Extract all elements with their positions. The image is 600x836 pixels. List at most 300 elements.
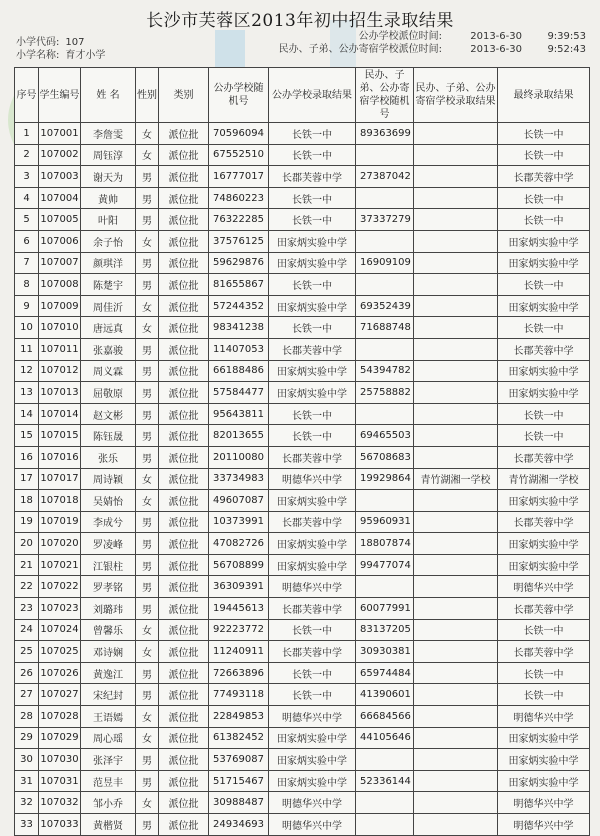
table-row — [15, 598, 590, 620]
student-name: 刘璐玮 — [81, 598, 136, 620]
private-result — [414, 770, 498, 792]
public-random-number: 19445613 — [209, 598, 269, 620]
category: 派位批 — [159, 706, 209, 728]
final-result: 明德华兴中学 — [498, 792, 590, 814]
category: 派位批 — [159, 598, 209, 620]
private-result — [414, 749, 498, 771]
row-number: 5 — [15, 209, 39, 231]
private-result — [414, 317, 498, 339]
table-row — [15, 727, 590, 749]
public-random-number: 74860223 — [209, 187, 269, 209]
table-row — [15, 425, 590, 447]
student-name: 邓诗娴 — [81, 641, 136, 663]
private-result — [414, 403, 498, 425]
table-row — [15, 446, 590, 468]
private-random-number: 71688748 — [356, 317, 414, 339]
final-result: 长郡芙蓉中学 — [498, 338, 590, 360]
private-random-number — [356, 403, 414, 425]
final-result: 长铁一中 — [498, 144, 590, 166]
private-random-number: 56708683 — [356, 446, 414, 468]
final-result: 青竹湖湘一学校 — [498, 468, 590, 490]
category: 派位批 — [159, 619, 209, 641]
student-id: 107032 — [39, 792, 81, 814]
student-id: 107028 — [39, 706, 81, 728]
public-random-number: 66188486 — [209, 360, 269, 382]
private-result — [414, 425, 498, 447]
student-id: 107009 — [39, 295, 81, 317]
public-random-number: 22849853 — [209, 706, 269, 728]
column-header: 公办学校录取结果 — [269, 68, 356, 123]
table-row — [15, 403, 590, 425]
final-result: 田家炳实验中学 — [498, 382, 590, 404]
private-result — [414, 187, 498, 209]
student-name: 陈钰晟 — [81, 425, 136, 447]
table-row — [15, 166, 590, 188]
gender: 男 — [136, 511, 159, 533]
student-id: 107025 — [39, 641, 81, 663]
public-random-number: 56708899 — [209, 554, 269, 576]
row-number: 24 — [15, 619, 39, 641]
public-result: 田家炳实验中学 — [269, 490, 356, 512]
student-id: 107029 — [39, 727, 81, 749]
public-random-number: 98341238 — [209, 317, 269, 339]
category: 派位批 — [159, 123, 209, 145]
final-result: 田家炳实验中学 — [498, 770, 590, 792]
column-header: 性别 — [136, 68, 159, 123]
category: 派位批 — [159, 274, 209, 296]
gender: 女 — [136, 295, 159, 317]
public-random-number: 76322285 — [209, 209, 269, 231]
student-id: 107024 — [39, 619, 81, 641]
public-random-number: 57584477 — [209, 382, 269, 404]
gender: 男 — [136, 814, 159, 836]
student-name: 江银柱 — [81, 554, 136, 576]
category: 派位批 — [159, 468, 209, 490]
private-result — [414, 576, 498, 598]
table-row — [15, 468, 590, 490]
student-name: 黄帅 — [81, 187, 136, 209]
table-row — [15, 382, 590, 404]
private-random-number: 25758882 — [356, 382, 414, 404]
private-random-number: 41390601 — [356, 684, 414, 706]
private-random-number — [356, 338, 414, 360]
gender: 男 — [136, 403, 159, 425]
private-result — [414, 490, 498, 512]
private-result — [414, 252, 498, 274]
private-random-number — [356, 230, 414, 252]
student-name: 屈敬原 — [81, 382, 136, 404]
public-random-number: 37576125 — [209, 230, 269, 252]
final-result: 长铁一中 — [498, 662, 590, 684]
public-result: 长郡芙蓉中学 — [269, 338, 356, 360]
row-number: 7 — [15, 252, 39, 274]
row-number: 32 — [15, 792, 39, 814]
category: 派位批 — [159, 187, 209, 209]
column-header: 姓 名 — [81, 68, 136, 123]
final-result: 长郡芙蓉中学 — [498, 446, 590, 468]
student-id: 107013 — [39, 382, 81, 404]
student-id: 107011 — [39, 338, 81, 360]
category: 派位批 — [159, 295, 209, 317]
row-number: 14 — [15, 403, 39, 425]
private-random-number: 18807874 — [356, 533, 414, 555]
private-result — [414, 166, 498, 188]
row-number: 19 — [15, 511, 39, 533]
student-name: 周钰淳 — [81, 144, 136, 166]
final-result: 田家炳实验中学 — [498, 749, 590, 771]
gender: 女 — [136, 144, 159, 166]
public-result: 长铁一中 — [269, 684, 356, 706]
public-random-number: 57244352 — [209, 295, 269, 317]
private-random-number: 37337279 — [356, 209, 414, 231]
student-name: 曾馨乐 — [81, 619, 136, 641]
private-result — [414, 684, 498, 706]
public-result: 长铁一中 — [269, 274, 356, 296]
private-random-number — [356, 814, 414, 836]
row-number: 22 — [15, 576, 39, 598]
student-name: 张泽宇 — [81, 749, 136, 771]
private-result — [414, 598, 498, 620]
private-result — [414, 295, 498, 317]
student-id: 107023 — [39, 598, 81, 620]
student-name: 黄逸江 — [81, 662, 136, 684]
public-result: 长郡芙蓉中学 — [269, 641, 356, 663]
gender: 男 — [136, 598, 159, 620]
final-result: 田家炳实验中学 — [498, 490, 590, 512]
public-result: 田家炳实验中学 — [269, 770, 356, 792]
student-id: 107007 — [39, 252, 81, 274]
student-name: 陈楚宇 — [81, 274, 136, 296]
category: 派位批 — [159, 144, 209, 166]
student-name: 邹小乔 — [81, 792, 136, 814]
final-result: 长郡芙蓉中学 — [498, 641, 590, 663]
column-header: 序号 — [15, 68, 39, 123]
gender: 女 — [136, 727, 159, 749]
admission-table — [14, 67, 590, 836]
public-random-number: 82013655 — [209, 425, 269, 447]
private-time-label: 民办、子弟、公办寄宿学校派位时间: — [278, 44, 442, 55]
public-result: 田家炳实验中学 — [269, 727, 356, 749]
private-result — [414, 338, 498, 360]
private-result — [414, 274, 498, 296]
category: 派位批 — [159, 209, 209, 231]
category: 派位批 — [159, 770, 209, 792]
table-row — [15, 317, 590, 339]
allocation-times — [279, 30, 586, 56]
table-row — [15, 770, 590, 792]
category: 派位批 — [159, 166, 209, 188]
public-random-number: 47082726 — [209, 533, 269, 555]
private-random-number — [356, 187, 414, 209]
public-random-number: 51715467 — [209, 770, 269, 792]
student-name: 李成兮 — [81, 511, 136, 533]
student-id: 107021 — [39, 554, 81, 576]
student-id: 107027 — [39, 684, 81, 706]
public-random-number: 16777017 — [209, 166, 269, 188]
category: 派位批 — [159, 338, 209, 360]
row-number: 29 — [15, 727, 39, 749]
row-number: 8 — [15, 274, 39, 296]
private-result — [414, 123, 498, 145]
public-result: 田家炳实验中学 — [269, 533, 356, 555]
public-result: 田家炳实验中学 — [269, 382, 356, 404]
final-result: 长铁一中 — [498, 123, 590, 145]
public-random-number: 24934693 — [209, 814, 269, 836]
public-random-number: 81655867 — [209, 274, 269, 296]
private-result — [414, 706, 498, 728]
category: 派位批 — [159, 576, 209, 598]
row-number: 2 — [15, 144, 39, 166]
final-result: 长郡芙蓉中学 — [498, 598, 590, 620]
student-id: 107006 — [39, 230, 81, 252]
row-number: 25 — [15, 641, 39, 663]
category: 派位批 — [159, 749, 209, 771]
school-info — [16, 36, 105, 62]
public-result: 明德华兴中学 — [269, 814, 356, 836]
public-time: 9:39:53 — [547, 31, 586, 42]
row-number: 30 — [15, 749, 39, 771]
private-random-number — [356, 144, 414, 166]
public-result: 长铁一中 — [269, 662, 356, 684]
public-time-label: 公办学校派位时间: — [358, 31, 442, 42]
public-random-number: 30988487 — [209, 792, 269, 814]
private-result — [414, 382, 498, 404]
category: 派位批 — [159, 317, 209, 339]
table-row — [15, 792, 590, 814]
gender: 男 — [136, 166, 159, 188]
column-header: 最终录取结果 — [498, 68, 590, 123]
student-name: 黄楷贤 — [81, 814, 136, 836]
gender: 女 — [136, 468, 159, 490]
table-row — [15, 187, 590, 209]
public-result: 长铁一中 — [269, 425, 356, 447]
row-number: 1 — [15, 123, 39, 145]
gender: 男 — [136, 209, 159, 231]
student-name: 罗凌峰 — [81, 533, 136, 555]
student-name: 周佳沂 — [81, 295, 136, 317]
final-result: 田家炳实验中学 — [498, 727, 590, 749]
private-random-number: 44105646 — [356, 727, 414, 749]
category: 派位批 — [159, 814, 209, 836]
row-number: 26 — [15, 662, 39, 684]
category: 派位批 — [159, 446, 209, 468]
gender: 女 — [136, 230, 159, 252]
table-row — [15, 662, 590, 684]
gender: 男 — [136, 187, 159, 209]
student-name: 谢天为 — [81, 166, 136, 188]
private-time: 9:52:43 — [547, 44, 586, 55]
gender: 男 — [136, 382, 159, 404]
gender: 男 — [136, 576, 159, 598]
public-result: 长郡芙蓉中学 — [269, 598, 356, 620]
public-result: 长铁一中 — [269, 209, 356, 231]
public-random-number: 77493118 — [209, 684, 269, 706]
public-result: 田家炳实验中学 — [269, 252, 356, 274]
gender: 男 — [136, 338, 159, 360]
public-random-number: 20110080 — [209, 446, 269, 468]
row-number: 6 — [15, 230, 39, 252]
table-row — [15, 576, 590, 598]
student-id: 107002 — [39, 144, 81, 166]
student-id: 107031 — [39, 770, 81, 792]
final-result: 明德华兴中学 — [498, 576, 590, 598]
student-name: 叶阳 — [81, 209, 136, 231]
student-id: 107017 — [39, 468, 81, 490]
private-random-number: 83137205 — [356, 619, 414, 641]
category: 派位批 — [159, 792, 209, 814]
category: 派位批 — [159, 641, 209, 663]
student-id: 107012 — [39, 360, 81, 382]
table-row — [15, 230, 590, 252]
private-random-number: 60077991 — [356, 598, 414, 620]
private-result — [414, 619, 498, 641]
final-result: 田家炳实验中学 — [498, 295, 590, 317]
private-random-number — [356, 490, 414, 512]
row-number: 15 — [15, 425, 39, 447]
category: 派位批 — [159, 252, 209, 274]
student-name: 吴婧怡 — [81, 490, 136, 512]
gender: 女 — [136, 123, 159, 145]
private-result — [414, 209, 498, 231]
student-name: 颜琪洋 — [81, 252, 136, 274]
student-id: 107001 — [39, 123, 81, 145]
category: 派位批 — [159, 230, 209, 252]
private-random-number: 52336144 — [356, 770, 414, 792]
private-random-number: 27387042 — [356, 166, 414, 188]
table-row — [15, 295, 590, 317]
student-id: 107008 — [39, 274, 81, 296]
private-random-number: 69352439 — [356, 295, 414, 317]
public-date: 2013-6-30 — [470, 31, 522, 42]
student-name: 周心瑶 — [81, 727, 136, 749]
category: 派位批 — [159, 403, 209, 425]
final-result: 长铁一中 — [498, 274, 590, 296]
student-name: 余子怡 — [81, 230, 136, 252]
row-number: 23 — [15, 598, 39, 620]
private-result — [414, 554, 498, 576]
private-random-number — [356, 749, 414, 771]
public-result: 长郡芙蓉中学 — [269, 511, 356, 533]
public-result: 长铁一中 — [269, 317, 356, 339]
public-result: 田家炳实验中学 — [269, 554, 356, 576]
gender: 男 — [136, 252, 159, 274]
final-result: 长郡芙蓉中学 — [498, 511, 590, 533]
row-number: 17 — [15, 468, 39, 490]
student-id: 107015 — [39, 425, 81, 447]
student-id: 107019 — [39, 511, 81, 533]
column-header: 民办、子弟、公办寄宿学校录取结果 — [414, 68, 498, 123]
public-random-number: 95643811 — [209, 403, 269, 425]
student-name: 范昱丰 — [81, 770, 136, 792]
row-number: 21 — [15, 554, 39, 576]
student-id: 107018 — [39, 490, 81, 512]
student-name: 李詹雯 — [81, 123, 136, 145]
row-number: 11 — [15, 338, 39, 360]
student-name: 周义霖 — [81, 360, 136, 382]
private-random-number: 19929864 — [356, 468, 414, 490]
student-name: 周诗颖 — [81, 468, 136, 490]
public-result: 长郡芙蓉中学 — [269, 166, 356, 188]
public-random-number: 33734983 — [209, 468, 269, 490]
private-result: 青竹湖湘一学校 — [414, 468, 498, 490]
gender: 男 — [136, 662, 159, 684]
student-id: 107004 — [39, 187, 81, 209]
public-random-number: 92223772 — [209, 619, 269, 641]
student-name: 张乐 — [81, 446, 136, 468]
public-result: 长郡芙蓉中学 — [269, 446, 356, 468]
table-row — [15, 490, 590, 512]
gender: 女 — [136, 641, 159, 663]
public-result: 明德华兴中学 — [269, 576, 356, 598]
table-header — [15, 68, 590, 123]
gender: 女 — [136, 317, 159, 339]
public-random-number: 49607087 — [209, 490, 269, 512]
table-row — [15, 209, 590, 231]
student-name: 唐远真 — [81, 317, 136, 339]
public-random-number: 72663896 — [209, 662, 269, 684]
gender: 女 — [136, 619, 159, 641]
public-result: 田家炳实验中学 — [269, 295, 356, 317]
row-number: 9 — [15, 295, 39, 317]
private-result — [414, 230, 498, 252]
public-result: 明德华兴中学 — [269, 468, 356, 490]
gender: 男 — [136, 554, 159, 576]
table-row — [15, 706, 590, 728]
gender: 女 — [136, 706, 159, 728]
final-result: 长铁一中 — [498, 403, 590, 425]
public-result: 明德华兴中学 — [269, 706, 356, 728]
row-number: 12 — [15, 360, 39, 382]
category: 派位批 — [159, 554, 209, 576]
private-random-number: 69465503 — [356, 425, 414, 447]
row-number: 3 — [15, 166, 39, 188]
row-number: 33 — [15, 814, 39, 836]
row-number: 28 — [15, 706, 39, 728]
final-result: 田家炳实验中学 — [498, 554, 590, 576]
final-result: 田家炳实验中学 — [498, 360, 590, 382]
gender: 女 — [136, 792, 159, 814]
public-result: 长铁一中 — [269, 187, 356, 209]
table-row — [15, 274, 590, 296]
public-result: 田家炳实验中学 — [269, 749, 356, 771]
category: 派位批 — [159, 727, 209, 749]
private-random-number: 95960931 — [356, 511, 414, 533]
student-name: 赵文彬 — [81, 403, 136, 425]
private-result — [414, 446, 498, 468]
category: 派位批 — [159, 511, 209, 533]
final-result: 长铁一中 — [498, 425, 590, 447]
public-result: 明德华兴中学 — [269, 792, 356, 814]
final-result: 长铁一中 — [498, 187, 590, 209]
private-result — [414, 144, 498, 166]
row-number: 13 — [15, 382, 39, 404]
private-result — [414, 641, 498, 663]
final-result: 长铁一中 — [498, 619, 590, 641]
column-header: 公办学校随机号 — [209, 68, 269, 123]
category: 派位批 — [159, 382, 209, 404]
school-code: 107 — [65, 37, 85, 48]
private-result — [414, 662, 498, 684]
public-random-number: 36309391 — [209, 576, 269, 598]
public-result: 长铁一中 — [269, 123, 356, 145]
student-id: 107016 — [39, 446, 81, 468]
row-number: 31 — [15, 770, 39, 792]
gender: 男 — [136, 360, 159, 382]
public-random-number: 70596094 — [209, 123, 269, 145]
gender: 男 — [136, 684, 159, 706]
private-random-number: 30930381 — [356, 641, 414, 663]
private-random-number — [356, 576, 414, 598]
